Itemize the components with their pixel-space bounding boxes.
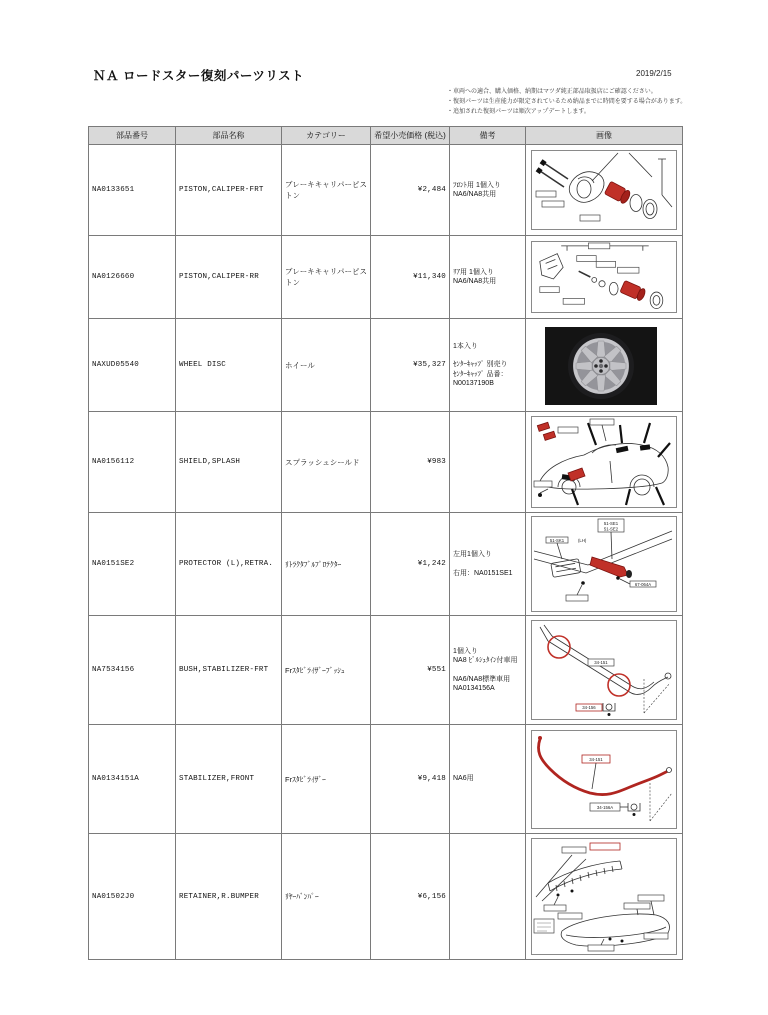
image-cell [526, 412, 683, 513]
part-name-cell: PROTECTOR (L),RETRA. [176, 513, 282, 616]
part-number-cell: NAXUD05540 [89, 319, 176, 412]
remark-line [453, 560, 522, 569]
remark-line: 左用1個入り [453, 551, 492, 559]
diagram-label: 34-151 [594, 660, 608, 666]
image-cell [526, 319, 683, 412]
remark-line: NA6/NA8共用 [453, 191, 497, 198]
table-row [89, 513, 683, 616]
header-image: 画像 [526, 127, 683, 145]
remark-line: ﾘｱ用 1個入り [453, 268, 494, 276]
part-name-cell: PISTON,CALIPER-FRT [176, 145, 282, 236]
diagram-label: 34-156A [596, 804, 614, 810]
remark-line: ﾌﾛﾝﾄ用 1個入り [453, 181, 501, 189]
remarks-cell [450, 319, 526, 412]
image-cell [526, 725, 683, 834]
table-row [89, 412, 683, 513]
part-number-cell: NA0134151A [89, 725, 176, 834]
part-number-cell: NA0156112 [89, 412, 176, 513]
price-cell: ¥983 [371, 412, 450, 513]
category-cell: スプラッシュシールド [282, 412, 371, 513]
part-name-cell: STABILIZER,FRONT [176, 725, 282, 834]
remark-line: 1本入り [453, 343, 478, 351]
remark-line: NA6/NA8標準車用 [453, 675, 511, 683]
header-part-name: 部品名称 [176, 127, 282, 145]
part-number-cell: NA0151SE2 [89, 513, 176, 616]
part-number-cell: NA0133651 [89, 145, 176, 236]
page-title: ＮＡ ロードスター復刻パーツリスト [93, 69, 305, 83]
front-stabilizer-bush-diagram [531, 620, 677, 720]
category-cell: ﾘﾔｰﾊﾞﾝﾊﾟｰ [282, 834, 371, 960]
table-row [89, 616, 683, 725]
image-cell [526, 236, 683, 319]
remarks-cell [450, 145, 526, 236]
remark-line: NA6/NA8共用 [453, 278, 497, 285]
image-cell [526, 145, 683, 236]
table-row [89, 145, 683, 236]
diagram-label: (LH) [578, 537, 587, 543]
diagram-label: 51-SE2 [603, 526, 619, 532]
remarks-cell [450, 412, 526, 513]
remark-line: N00137190B [453, 379, 494, 387]
remark-line: NA0134156A [453, 684, 495, 692]
header-category: カテゴリー [282, 127, 371, 145]
header-remarks: 備考 [450, 127, 526, 145]
price-cell: ¥9,418 [371, 725, 450, 834]
part-name-cell: BUSH,STABILIZER-FRT [176, 616, 282, 725]
table-row [89, 834, 683, 960]
remark-line: NA8 ﾋﾞﾙｼｭﾀｲﾝ付車用 [453, 657, 518, 665]
part-name-cell: RETAINER,R.BUMPER [176, 834, 282, 960]
part-number-cell: NA0126660 [89, 236, 176, 319]
note-line: ・復刻パーツは生産能力が限定されているため納品までに時間を要する場合があります。 [447, 98, 687, 105]
category-cell: Frｽﾀﾋﾞﾗｲｻﾞｰﾌﾞｯｼｭ [282, 616, 371, 725]
part-number-cell: NA7534156 [89, 616, 176, 725]
price-cell: ¥551 [371, 616, 450, 725]
table-row [89, 725, 683, 834]
parts-table [88, 126, 683, 960]
document-date: 2019/2/15 [636, 69, 672, 78]
part-name-cell: WHEEL DISC [176, 319, 282, 412]
notes-block [447, 88, 747, 118]
remark-line [453, 666, 522, 675]
diagram-label: 67-064A [634, 581, 652, 587]
category-cell: ブレーキキャリパーピストン [282, 145, 371, 236]
price-cell: ¥35,327 [371, 319, 450, 412]
category-cell: ホイール [282, 319, 371, 412]
remark-line: NA6用 [453, 775, 474, 783]
header-price: 希望小売価格 (税込) [371, 127, 450, 145]
price-cell: ¥1,242 [371, 513, 450, 616]
retractable-protector-diagram [531, 516, 677, 612]
rear-caliper-exploded-diagram [531, 241, 677, 313]
price-cell: ¥6,156 [371, 834, 450, 960]
remark-line: ｾﾝﾀｰｷｬｯﾌﾟ 別売り [453, 361, 508, 369]
diagram-label: 51-SE1 [603, 521, 619, 526]
remarks-cell [450, 513, 526, 616]
table-row [89, 236, 683, 319]
part-number-cell: NA01502J0 [89, 834, 176, 960]
rear-bumper-exploded-diagram [531, 838, 677, 955]
wheel-product-photo [545, 327, 657, 405]
remarks-cell [450, 616, 526, 725]
remark-line: 1個入り [453, 648, 478, 656]
remarks-cell [450, 236, 526, 319]
image-cell [526, 513, 683, 616]
remark-line [453, 351, 522, 360]
part-name-cell: PISTON,CALIPER-RR [176, 236, 282, 319]
front-stabilizer-bar-diagram [531, 730, 677, 829]
table-header-row [89, 127, 683, 145]
part-name-cell: SHIELD,SPLASH [176, 412, 282, 513]
price-cell: ¥2,484 [371, 145, 450, 236]
diagram-label: 51-SK1 [549, 537, 565, 543]
remark-line: 右用：NA0151SE1 [453, 569, 513, 577]
remarks-cell [450, 834, 526, 960]
image-cell [526, 834, 683, 960]
note-line: ・追加された復刻パーツは順次アップデートします。 [447, 108, 590, 115]
price-cell: ¥11,340 [371, 236, 450, 319]
table-row [89, 319, 683, 412]
category-cell: ブレーキキャリパーピストン [282, 236, 371, 319]
remarks-cell [450, 725, 526, 834]
note-line: ・車両への適合、購入価格、納期はマツダ純正部品取扱店にご確認ください。 [447, 89, 657, 95]
remark-line: ｾﾝﾀｰｷｬｯﾌﾟ 品番： [453, 370, 508, 378]
category-cell: Frｽﾀﾋﾞﾗｲｻﾞｰ [282, 725, 371, 834]
diagram-label: 34-151 [589, 756, 603, 762]
front-caliper-exploded-diagram [531, 150, 677, 230]
splash-shield-location-diagram [531, 416, 677, 508]
diagram-label: 34-156 [582, 705, 596, 711]
image-cell [526, 616, 683, 725]
category-cell: ﾘﾄﾗｸﾀﾌﾞﾙﾌﾟﾛﾃｸﾀｰ [282, 513, 371, 616]
header-part-number: 部品番号 [89, 127, 176, 145]
